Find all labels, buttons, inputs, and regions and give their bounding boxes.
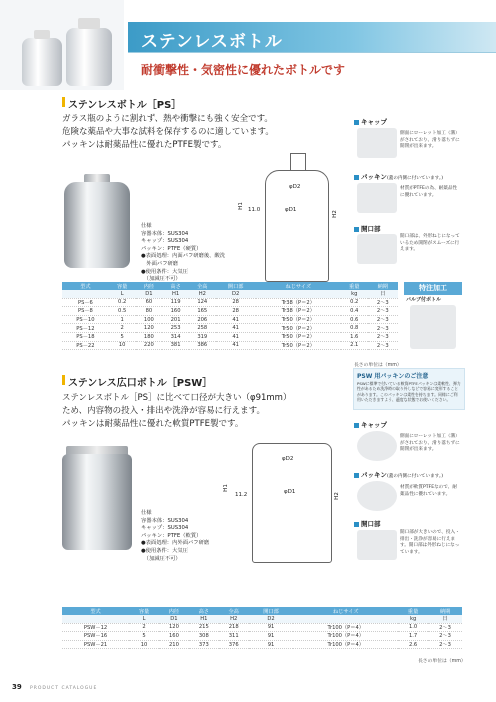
packing-text: 材質が軟質PTFEなので、耐薬品性に優れています。 — [400, 485, 457, 497]
table-cell: Tr100（P＝4） — [293, 623, 398, 632]
table-cell — [256, 290, 341, 298]
ps-unit-note: 長さの単位は（mm） — [354, 363, 402, 368]
bottle-cap-image — [34, 30, 50, 39]
table-cell — [62, 615, 129, 623]
table-cell: 253 — [162, 324, 189, 333]
section-marker — [62, 97, 65, 107]
bottle-cap-image — [78, 18, 100, 29]
col-model: 型式 — [62, 282, 109, 290]
bottle-image — [22, 38, 62, 86]
table-cell: 0.5 — [109, 307, 136, 316]
dim-d2-label: φD2 — [282, 456, 294, 462]
ps-bottle-image — [64, 182, 130, 268]
spec-line: ●表面処理：内外面バフ研磨 — [141, 540, 210, 547]
desc-line: ステンレスボトル［PS］に比べて口径が大きい（φ91mm） — [62, 393, 292, 403]
table-cell: 41 — [216, 315, 256, 324]
table-cell: 386 — [189, 341, 216, 350]
cap-photo — [357, 128, 397, 158]
cap-heading — [354, 117, 387, 126]
table-cell: Tr50（P＝2） — [256, 332, 341, 341]
table-cell: H2 — [189, 290, 216, 298]
col-thread: ねじサイズ — [256, 282, 341, 290]
opening-text: 開口部が大きいので、投入・排出・洗浄が容易に行えます。開口部は外形ねじになっています。 — [400, 530, 460, 555]
table-cell: 0.2 — [341, 298, 368, 307]
packing-heading — [354, 470, 443, 479]
table-cell: 91 — [249, 632, 294, 641]
notice-title: PSW 用パッキンのご注意 — [357, 373, 429, 380]
table-cell: 218 — [219, 623, 249, 632]
opening-heading-text: 開口部 — [361, 520, 381, 528]
table-cell: 5 — [129, 632, 159, 641]
spec-line: ●表面処理：内面バフ研磨後、酸洗 — [141, 253, 226, 260]
desc-line: ガラス瓶のように割れず、熱や衝撃にも強く安全です。 — [62, 114, 273, 124]
table-cell: PSW－16 — [62, 632, 129, 641]
table-cell: Tr38（P＝2） — [256, 307, 341, 316]
table-cell — [62, 290, 109, 298]
valve-bottle-caption: バルブ付ボトル — [406, 297, 442, 303]
table-cell: PS－22 — [62, 341, 109, 350]
dim-d1-label: φD1 — [285, 207, 297, 213]
table-cell: 日 — [428, 615, 462, 623]
desc-line: パッキンは耐薬品性に優れた軟質PTFE製です。 — [62, 419, 244, 429]
section-marker — [62, 375, 65, 385]
table-row — [62, 307, 398, 316]
table-cell: 2.6 — [398, 640, 428, 649]
table-cell: 2 — [109, 324, 136, 333]
table-cell: 165 — [189, 307, 216, 316]
table-cell: 2.1 — [341, 341, 368, 350]
table-row — [62, 298, 398, 307]
table-cell: 100 — [136, 315, 163, 324]
col-capacity: 容量 — [129, 607, 159, 615]
table-cell: 2～3 — [368, 341, 398, 350]
col-total-height: 全高 — [219, 607, 249, 615]
table-cell: Tr38（P＝2） — [256, 298, 341, 307]
page-subtitle: 耐衝撃性・気密性に優れたボトルです — [141, 63, 346, 77]
opening-photo — [357, 530, 397, 560]
packing-note: (蓋の内側に付いています。) — [386, 474, 443, 479]
table-cell: 28 — [216, 307, 256, 316]
packing-text: 材質がPTFEの為、耐薬品性に優れています。 — [400, 186, 458, 198]
table-cell: Tr50（P＝2） — [256, 324, 341, 333]
opening-heading — [354, 224, 381, 233]
table-unit-row — [62, 290, 398, 298]
spec-line: 容器本体：SUS304 — [141, 230, 189, 237]
table-cell: 28 — [216, 298, 256, 307]
table-cell: 2～3 — [428, 640, 462, 649]
packing-heading — [354, 172, 443, 181]
table-row — [62, 640, 462, 649]
table-cell: 160 — [159, 632, 189, 641]
table-cell — [293, 615, 398, 623]
table-cell: 41 — [216, 324, 256, 333]
dim-thread-label: 11.2 — [235, 492, 248, 498]
table-cell: D1 — [159, 615, 189, 623]
table-row — [62, 341, 398, 350]
table-cell: H1 — [189, 615, 219, 623]
table-cell: 10 — [129, 640, 159, 649]
table-cell: 201 — [162, 315, 189, 324]
spec-line: ●使用条件：大気圧 — [141, 268, 188, 275]
psw-packing-notice — [353, 368, 465, 410]
dim-h2-label: H2 — [333, 492, 340, 500]
table-cell: 2～3 — [368, 315, 398, 324]
table-cell: 258 — [189, 324, 216, 333]
table-cell: 2～3 — [428, 632, 462, 641]
table-cell: 60 — [136, 298, 163, 307]
dim-h2-label: H2 — [331, 210, 338, 218]
table-cell: 1 — [109, 315, 136, 324]
table-cell: 0.8 — [341, 324, 368, 333]
dim-h1-label: H1 — [237, 202, 244, 210]
table-cell: 91 — [249, 640, 294, 649]
cap-heading-text: キャップ — [361, 118, 387, 126]
table-cell: 124 — [189, 298, 216, 307]
table-cell: 180 — [136, 332, 163, 341]
spec-line: 外面バフ研磨 — [141, 260, 179, 267]
table-cell: 319 — [189, 332, 216, 341]
spec-line: 容器本体：SUS304 — [141, 517, 189, 524]
table-row — [62, 623, 462, 632]
ps-description — [62, 113, 274, 152]
table-cell: D1 — [136, 290, 163, 298]
table-row — [62, 332, 398, 341]
table-cell: 220 — [136, 341, 163, 350]
table-cell: 1.7 — [398, 632, 428, 641]
packing-note: (蓋の内側に付いています。) — [386, 176, 443, 181]
spec-line: ●使用条件：大気圧 — [141, 547, 188, 554]
table-cell: PSW－12 — [62, 623, 129, 632]
desc-line: ため、内容物の投入・排出や洗浄が容易に行えます。 — [62, 406, 265, 416]
psw-section-title: ステンレス広口ボトル［PSW］ — [68, 378, 213, 389]
table-cell: 120 — [136, 324, 163, 333]
ps-spec-table — [62, 282, 398, 350]
spec-line: 仕様 — [141, 223, 152, 229]
col-thread: ねじサイズ — [293, 607, 398, 615]
cap-text: 側面にローレット加工（溝）がされており、滑り落ちずに開閉が出来ます。 — [400, 434, 460, 453]
table-cell: 119 — [162, 298, 189, 307]
col-total-height: 全高 — [189, 282, 216, 290]
table-cell: 41 — [216, 332, 256, 341]
col-inner-diameter: 内径 — [159, 607, 189, 615]
spec-line: （加減圧不可） — [141, 555, 181, 562]
cap-text: 側面にローレット加工（溝）がされており、滑り落ちずに開閉が出来ます。 — [400, 131, 460, 150]
table-cell: 160 — [162, 307, 189, 316]
table-cell: 2～3 — [368, 332, 398, 341]
table-cell: D2 — [216, 290, 256, 298]
spec-line: パッキン：PTFE（軟質） — [141, 532, 202, 539]
opening-heading — [354, 519, 381, 528]
cap-heading — [354, 420, 387, 429]
table-cell: H1 — [162, 290, 189, 298]
notice-text: PSWに標準で付いている軟質PTFEパッキンは柔軟性、弾力性があるため洗浄時の取り外しなどで容易に変形することがあります。このパッキンは柔性を持ちます。同様にご利用いただきますよう、適度な状態でお使いください。 — [357, 381, 461, 403]
table-cell: 2～3 — [428, 623, 462, 632]
special-order-badge: 特注加工 — [404, 282, 462, 295]
table-cell: H2 — [219, 615, 249, 623]
table-cell: 311 — [219, 632, 249, 641]
table-cell: 10 — [109, 341, 136, 350]
table-cell: 80 — [136, 307, 163, 316]
table-cell: 308 — [189, 632, 219, 641]
col-capacity: 容量 — [109, 282, 136, 290]
table-cell: 373 — [189, 640, 219, 649]
dim-thread-label: 11.0 — [248, 207, 261, 213]
header-product-image — [0, 0, 124, 90]
psw-spec-table — [62, 607, 462, 649]
bottle-image — [66, 28, 112, 86]
divider — [128, 52, 496, 53]
table-cell: 210 — [159, 640, 189, 649]
opening-photo — [357, 234, 397, 264]
footer-label: PRODUCT CATALOGUE — [30, 686, 98, 691]
table-cell: 215 — [189, 623, 219, 632]
spec-line: 仕様 — [141, 510, 152, 516]
psw-spec — [141, 510, 209, 563]
col-inner-diameter: 内径 — [136, 282, 163, 290]
psw-bottle-image — [62, 454, 132, 550]
table-cell: 120 — [159, 623, 189, 632]
table-cell: Tr50（P＝2） — [256, 315, 341, 324]
table-cell: PS－12 — [62, 324, 109, 333]
psw-description — [62, 392, 291, 431]
table-cell: Tr100（P＝4） — [293, 632, 398, 641]
spec-line: キャップ：SUS304 — [141, 525, 189, 532]
dim-d2-label: φD2 — [289, 184, 301, 190]
table-cell: Tr50（P＝2） — [256, 341, 341, 350]
spec-line: キャップ：SUS304 — [141, 238, 189, 245]
table-cell: Tr100（P＝4） — [293, 640, 398, 649]
table-cell: L — [129, 615, 159, 623]
desc-line: パッキンは耐薬品性に優れたPTFE製です。 — [62, 140, 227, 150]
col-delivery: 納期 — [428, 607, 462, 615]
ps-drawing-neck — [290, 153, 306, 171]
table-cell: 2～3 — [368, 298, 398, 307]
table-cell: 206 — [189, 315, 216, 324]
table-cell: 1.0 — [398, 623, 428, 632]
cap-photo — [357, 431, 397, 461]
table-cell: 2 — [129, 623, 159, 632]
table-unit-row — [62, 615, 462, 623]
table-cell: 5 — [109, 332, 136, 341]
table-cell: 91 — [249, 623, 294, 632]
table-cell: 314 — [162, 332, 189, 341]
table-cell: PS－18 — [62, 332, 109, 341]
col-model: 型式 — [62, 607, 129, 615]
col-weight: 重量 — [341, 282, 368, 290]
opening-heading-text: 開口部 — [361, 225, 381, 233]
table-row — [62, 632, 462, 641]
table-cell: 376 — [219, 640, 249, 649]
page-title: ステンレスボトル — [141, 32, 283, 52]
packing-photo — [357, 481, 397, 511]
table-cell: PS－10 — [62, 315, 109, 324]
table-cell: 2～3 — [368, 307, 398, 316]
table-cell: 381 — [162, 341, 189, 350]
ps-spec — [141, 223, 225, 284]
col-height: 高さ — [189, 607, 219, 615]
table-cell: kg — [398, 615, 428, 623]
dim-d1-label: φD1 — [284, 489, 296, 495]
packing-photo — [357, 183, 397, 213]
table-cell: PS－6 — [62, 298, 109, 307]
table-cell: PSW－21 — [62, 640, 129, 649]
table-cell: 41 — [216, 341, 256, 350]
spec-line: （加減圧不可） — [141, 276, 181, 283]
col-opening: 開口部 — [216, 282, 256, 290]
table-cell: PS－8 — [62, 307, 109, 316]
table-row — [62, 315, 398, 324]
table-cell: 日 — [368, 290, 398, 298]
col-height: 高さ — [162, 282, 189, 290]
packing-heading-text: パッキン — [361, 173, 387, 181]
col-weight: 重量 — [398, 607, 428, 615]
table-cell: 0.2 — [109, 298, 136, 307]
packing-heading-text: パッキン — [361, 471, 387, 479]
col-delivery: 納期 — [368, 282, 398, 290]
desc-line: 危険な薬品や大事な試料を保存するのに適しています。 — [62, 127, 274, 137]
opening-text: 開口部は、外形ねじになっているため開閉がスムーズに行えます。 — [400, 234, 460, 253]
page-number: 39 — [12, 683, 22, 691]
valve-bottle-photo — [410, 305, 456, 349]
psw-unit-note: 長さの単位は（mm） — [418, 659, 466, 664]
cap-heading-text: キャップ — [361, 421, 387, 429]
table-cell: D2 — [249, 615, 294, 623]
ps-section-title: ステンレスボトル［PS］ — [68, 100, 182, 111]
dim-h1-label: H1 — [222, 484, 229, 492]
table-row — [62, 324, 398, 333]
spec-line: パッキン：PTFE（硬質） — [141, 245, 202, 252]
col-opening: 開口部 — [249, 607, 294, 615]
table-cell: L — [109, 290, 136, 298]
table-cell: 1.6 — [341, 332, 368, 341]
table-cell: 0.4 — [341, 307, 368, 316]
table-cell: 2～3 — [368, 324, 398, 333]
table-cell: kg — [341, 290, 368, 298]
table-cell: 0.6 — [341, 315, 368, 324]
